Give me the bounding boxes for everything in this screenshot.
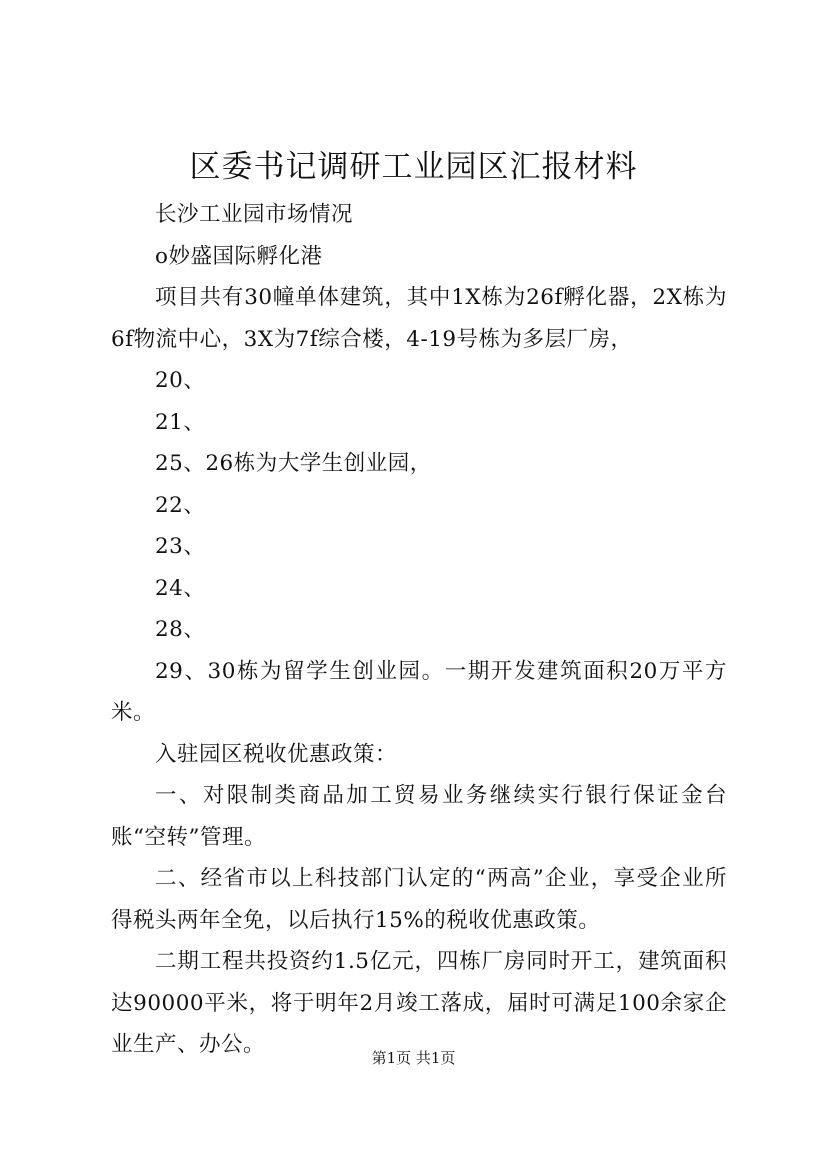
paragraph-phase-two: 二期工程共投资约1.5亿元，四栋厂房同时开工，建筑面积达90000平米，将于明年2月竣工落成，届时可满足100余家企业生产、办公。	[111, 949, 727, 1057]
document-title: 区委书记调研工业园区汇报材料	[189, 149, 638, 185]
page-footer: 第1页 共1页	[371, 1049, 456, 1067]
document-body	[111, 194, 727, 1066]
paragraph-returnee-park: 29、30栋为留学生创业园。一期开发建筑面积20万平方米。	[111, 658, 727, 725]
paragraph-item-28: 28、	[155, 617, 206, 642]
paragraph-item-24: 24、	[155, 575, 206, 601]
paragraph-item-23: 23、	[155, 534, 206, 559]
paragraph-item-22: 22、	[155, 492, 206, 518]
paragraph-market-heading: 长沙工业园市场情况	[155, 202, 354, 227]
paragraph-project-overview: 项目共有30幢单体建筑，其中1X栋为26f孵化器，2X栋为6f物流中心，3X为7f综合楼，4-19号栋为多层厂房，	[111, 285, 727, 352]
paragraph-student-park: 25、26栋为大学生创业园，	[155, 451, 432, 476]
paragraph-item-20: 20、	[155, 368, 206, 393]
paragraph-incubator-name: o妙盛国际孵化港	[155, 243, 323, 269]
paragraph-item-21: 21、	[155, 409, 206, 435]
paragraph-tax-policy-heading: 入驻园区税收优惠政策：	[155, 741, 398, 767]
paragraph-policy-two: 二、经省市以上科技部门认定的“两高”企业，享受企业所得税头两年全免，以后执行15%的税收优惠政策。	[111, 866, 727, 933]
paragraph-policy-one: 一、对限制类商品加工贸易业务继续实行银行保证金台账“空转”管理。	[111, 783, 727, 850]
